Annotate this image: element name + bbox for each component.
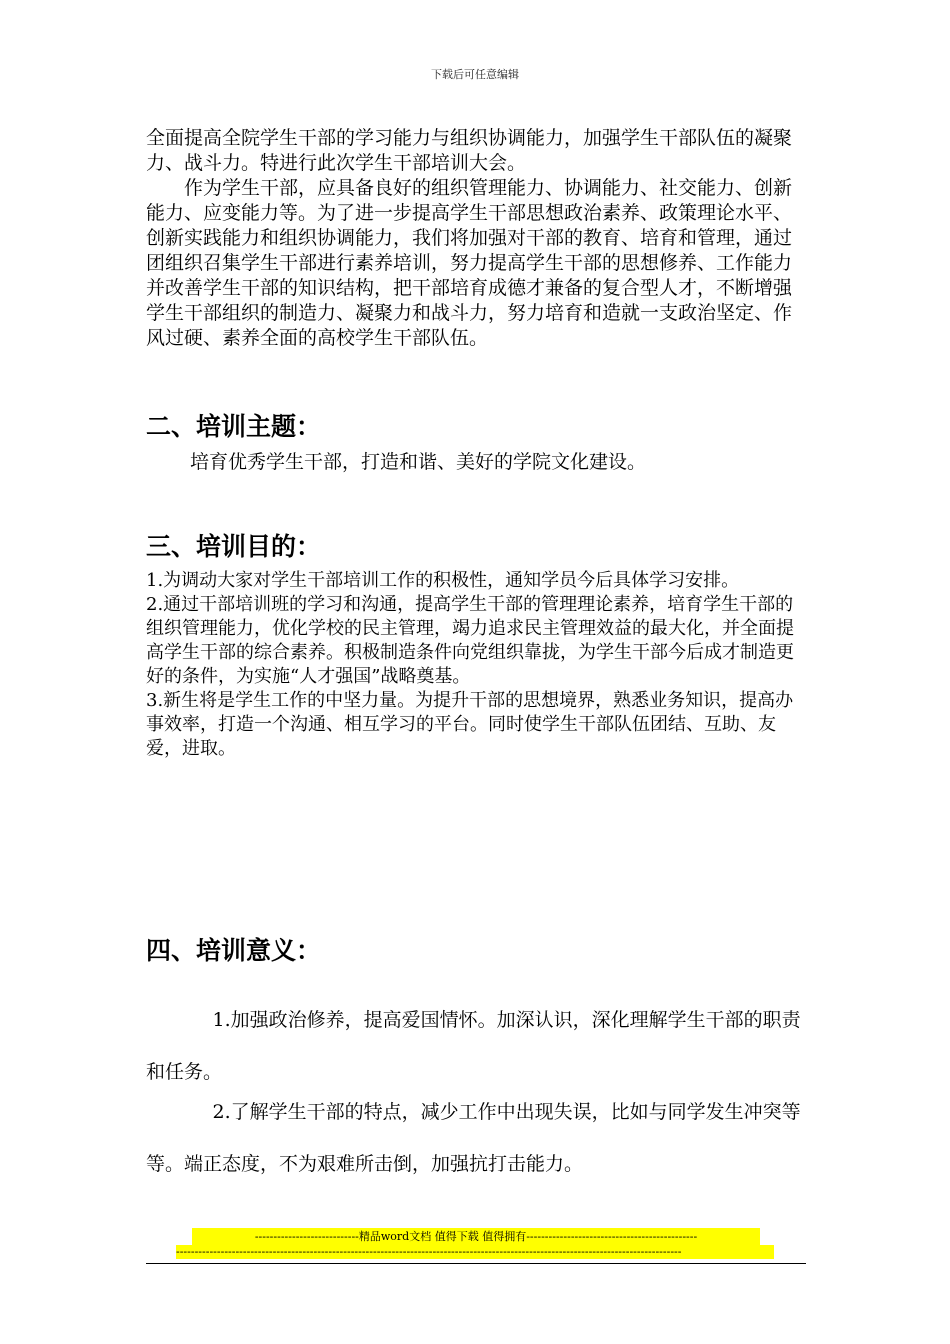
meaning-item-2 bbox=[146, 1086, 806, 1190]
purpose-item: 1.为调动大家对学生干部培训工作的积极性，通知学员今后具体学习安排。 bbox=[146, 570, 740, 591]
purpose-item: 2.通过干部培训班的学习和沟通，提高学生干部的管理理论素养，培育学生干部的组织管理能力，优化学校的民主管理，竭力追求民主管理效益的最大化，并全面提高学生干部的综合素养。积极制造条件向党组织靠拢，为学生干部今后成才制造更好的条件，为实施“人才强国”战略奠基。 bbox=[146, 594, 794, 687]
footer-rule bbox=[146, 1263, 806, 1264]
section-heading-purpose: 三、培训目的： bbox=[146, 532, 322, 561]
intro-paragraph-2: 作为学生干部，应具备良好的组织管理能力、协调能力、社交能力、创新能力、应变能力等。为了进一步提高学生干部思想政治素养、政策理论水平、创新实践能力和组织协调能力，我们将加强对干部的教育、培育和管理，通过团组织召集学生干部进行素养培训，努力提高学生干部的思想修养、工作能力并改善学生干部的知识结构，把干部培育成德才兼备的复合型人才，不断增强学生干部组织的制造力、凝聚力和战斗力，努力培育和造就一支政治坚定、作风过硬、素养全面的高校学生干部队伍。 bbox=[146, 177, 793, 349]
header-note: 下载后可任意编辑 bbox=[431, 68, 519, 81]
footer-banner: ----------------------------精品word文档 值得下载 值得拥有---------------------------------------------- bbox=[192, 1228, 760, 1245]
theme-text: 培育优秀学生干部，打造和谐、美好的学院文化建设。 bbox=[190, 451, 647, 473]
section-heading-theme: 二、培训主题： bbox=[146, 412, 322, 441]
meaning-item: 2.了解学生干部的特点，减少工作中出现失误，比如与同学发生冲突等等。端正态度，不为艰难所击倒，加强抗打击能力。 bbox=[146, 1101, 801, 1175]
intro-paragraph-1: 全面提高全院学生干部的学习能力与组织协调能力，加强学生干部队伍的凝聚力、战斗力。特进行此次学生干部培训大会。 bbox=[146, 127, 793, 174]
section-heading-meaning: 四、培训意义： bbox=[146, 936, 322, 965]
purpose-list bbox=[146, 569, 806, 761]
meaning-item-1 bbox=[146, 994, 806, 1098]
meaning-item: 1.加强政治修养，提高爱国情怀。加深认识，深化理解学生干部的职责和任务。 bbox=[146, 1009, 801, 1083]
purpose-item: 3.新生将是学生工作的中坚力量。为提升干部的思想境界，熟悉业务知识，提高办事效率，打造一个沟通、相互学习的平台。同时使学生干部队伍团结、互助、友爱，进取。 bbox=[146, 690, 794, 759]
footer-dash-line: ---------------------------------------------------------------------------------------------------------------------------------------- bbox=[176, 1245, 774, 1259]
